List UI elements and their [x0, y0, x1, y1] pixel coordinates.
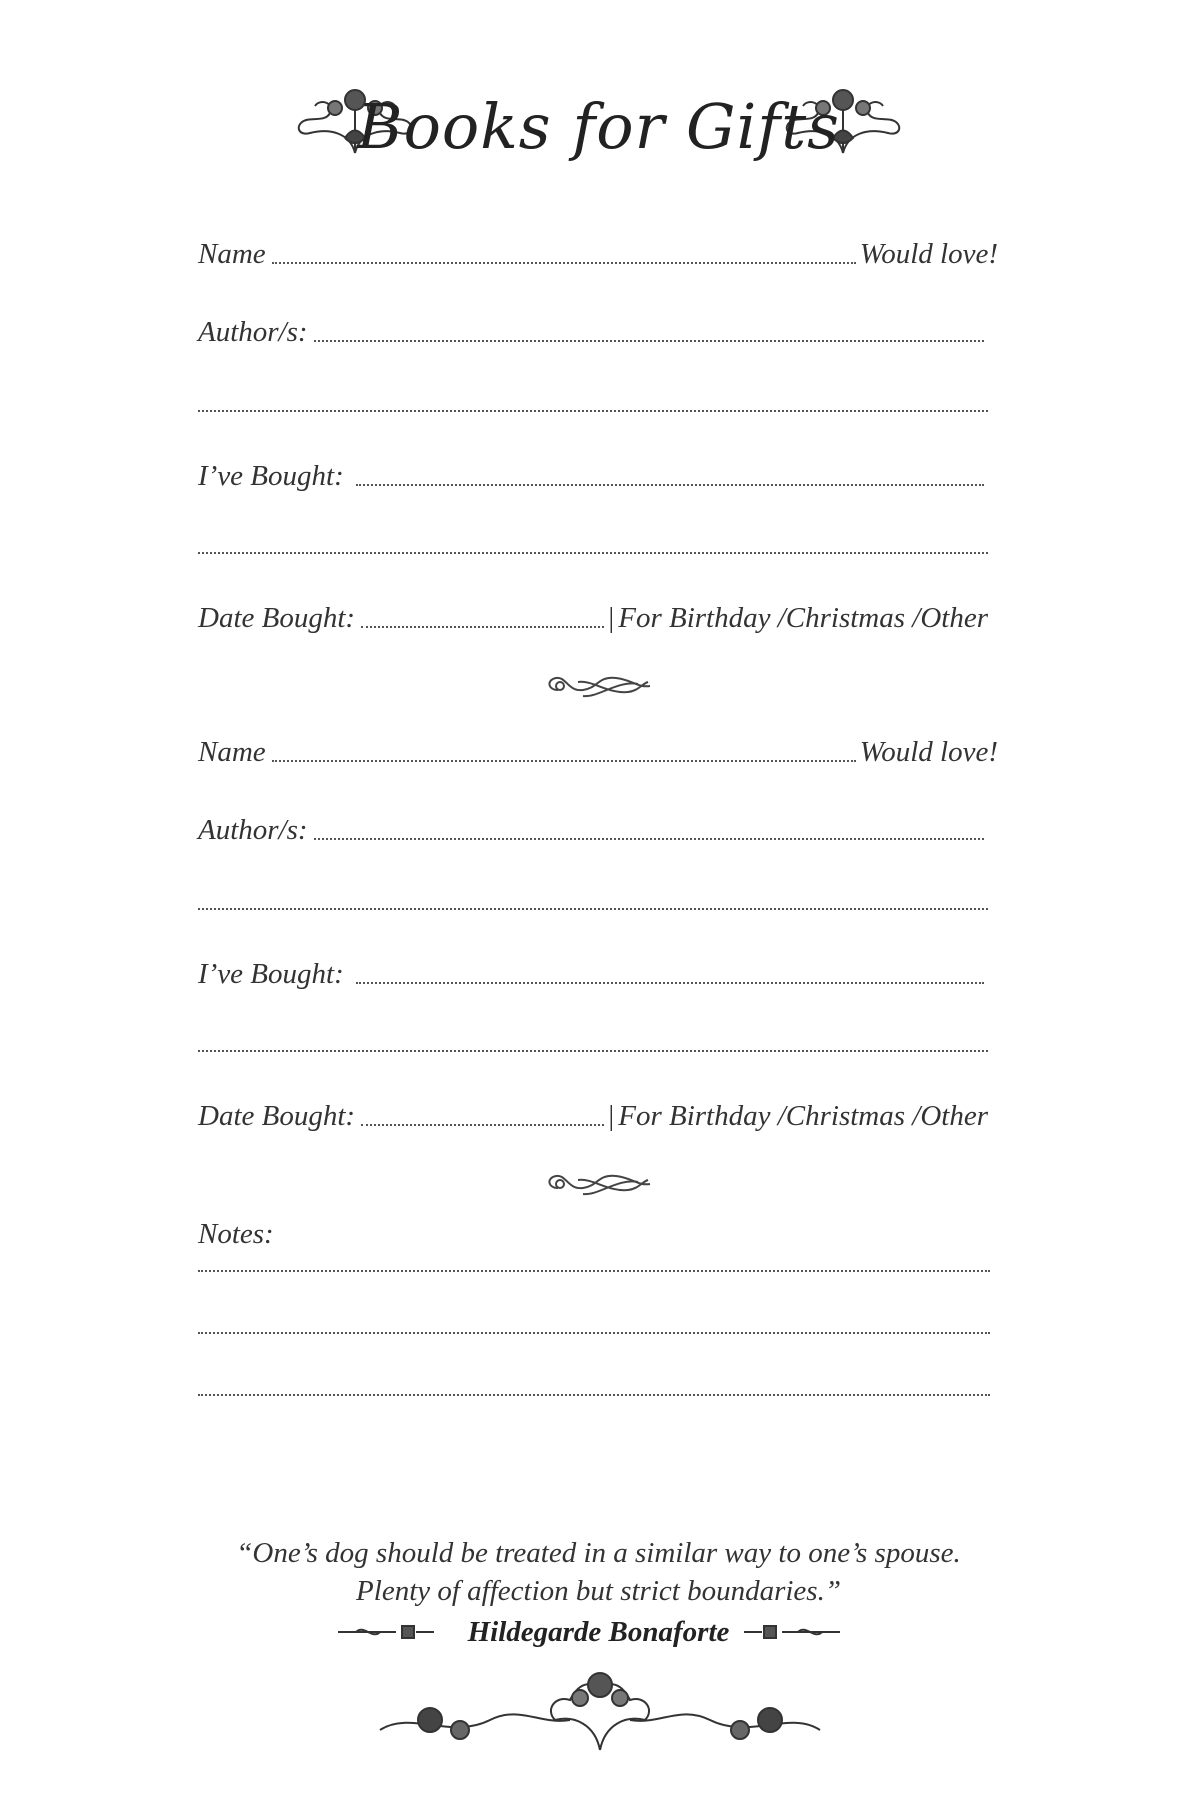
author-row[interactable]	[198, 316, 988, 349]
author-label: Author/s:	[198, 316, 308, 348]
quote-line-2: Plenty of affection but strict boundaries.”	[356, 1575, 841, 1607]
author-field-line-2[interactable]	[198, 908, 988, 910]
date-row[interactable]: Date Bought: | For Birthday /Christmas /Other	[198, 602, 988, 634]
would-love-label: Would love!	[859, 238, 998, 270]
author-row[interactable]	[198, 814, 988, 847]
quote-line-1: “One’s dog should be treated in a similar way to one’s spouse.	[236, 1537, 961, 1569]
notes-label: Notes:	[198, 1218, 274, 1250]
author-field[interactable]	[314, 838, 984, 840]
date-label: Date Bought:	[198, 1100, 356, 1132]
notes-line[interactable]	[198, 1332, 990, 1334]
bought-field-line-2[interactable]	[198, 552, 988, 554]
name-row[interactable]	[198, 238, 998, 271]
date-field[interactable]	[361, 1124, 604, 1126]
name-row[interactable]	[198, 736, 998, 769]
occasion-options[interactable]: For Birthday /Christmas /Other	[618, 602, 988, 634]
date-row[interactable]: Date Bought: | For Birthday /Christmas /Other	[198, 1100, 988, 1132]
bought-row[interactable]	[198, 460, 988, 493]
name-label: Name	[198, 736, 266, 768]
date-label: Date Bought:	[198, 602, 356, 634]
would-love-label: Would love!	[859, 736, 998, 768]
flourish-divider-icon	[742, 1622, 842, 1642]
flourish-divider-icon	[538, 668, 658, 704]
name-field[interactable]	[272, 262, 856, 264]
bought-field-line-2[interactable]	[198, 1050, 988, 1052]
date-field[interactable]	[361, 626, 604, 628]
page-title: Books for Gifts	[357, 90, 840, 163]
author-label: Author/s:	[198, 814, 308, 846]
bought-label: I’ve Bought:	[198, 958, 344, 990]
flourish-divider-icon	[538, 1166, 658, 1202]
bought-field[interactable]	[356, 982, 984, 984]
occasion-options[interactable]: For Birthday /Christmas /Other	[618, 1100, 988, 1132]
name-field[interactable]	[272, 760, 856, 762]
author-field-line-2[interactable]	[198, 410, 988, 412]
floral-ornament-icon	[370, 1650, 830, 1760]
bought-label: I’ve Bought:	[198, 460, 344, 492]
author-field[interactable]	[314, 340, 984, 342]
notes-line[interactable]	[198, 1270, 990, 1272]
bought-row[interactable]	[198, 958, 988, 991]
quote-author: Hildegarde Bonaforte	[467, 1616, 730, 1648]
bought-field[interactable]	[356, 484, 984, 486]
name-label: Name	[198, 238, 266, 270]
notes-line[interactable]	[198, 1394, 990, 1396]
